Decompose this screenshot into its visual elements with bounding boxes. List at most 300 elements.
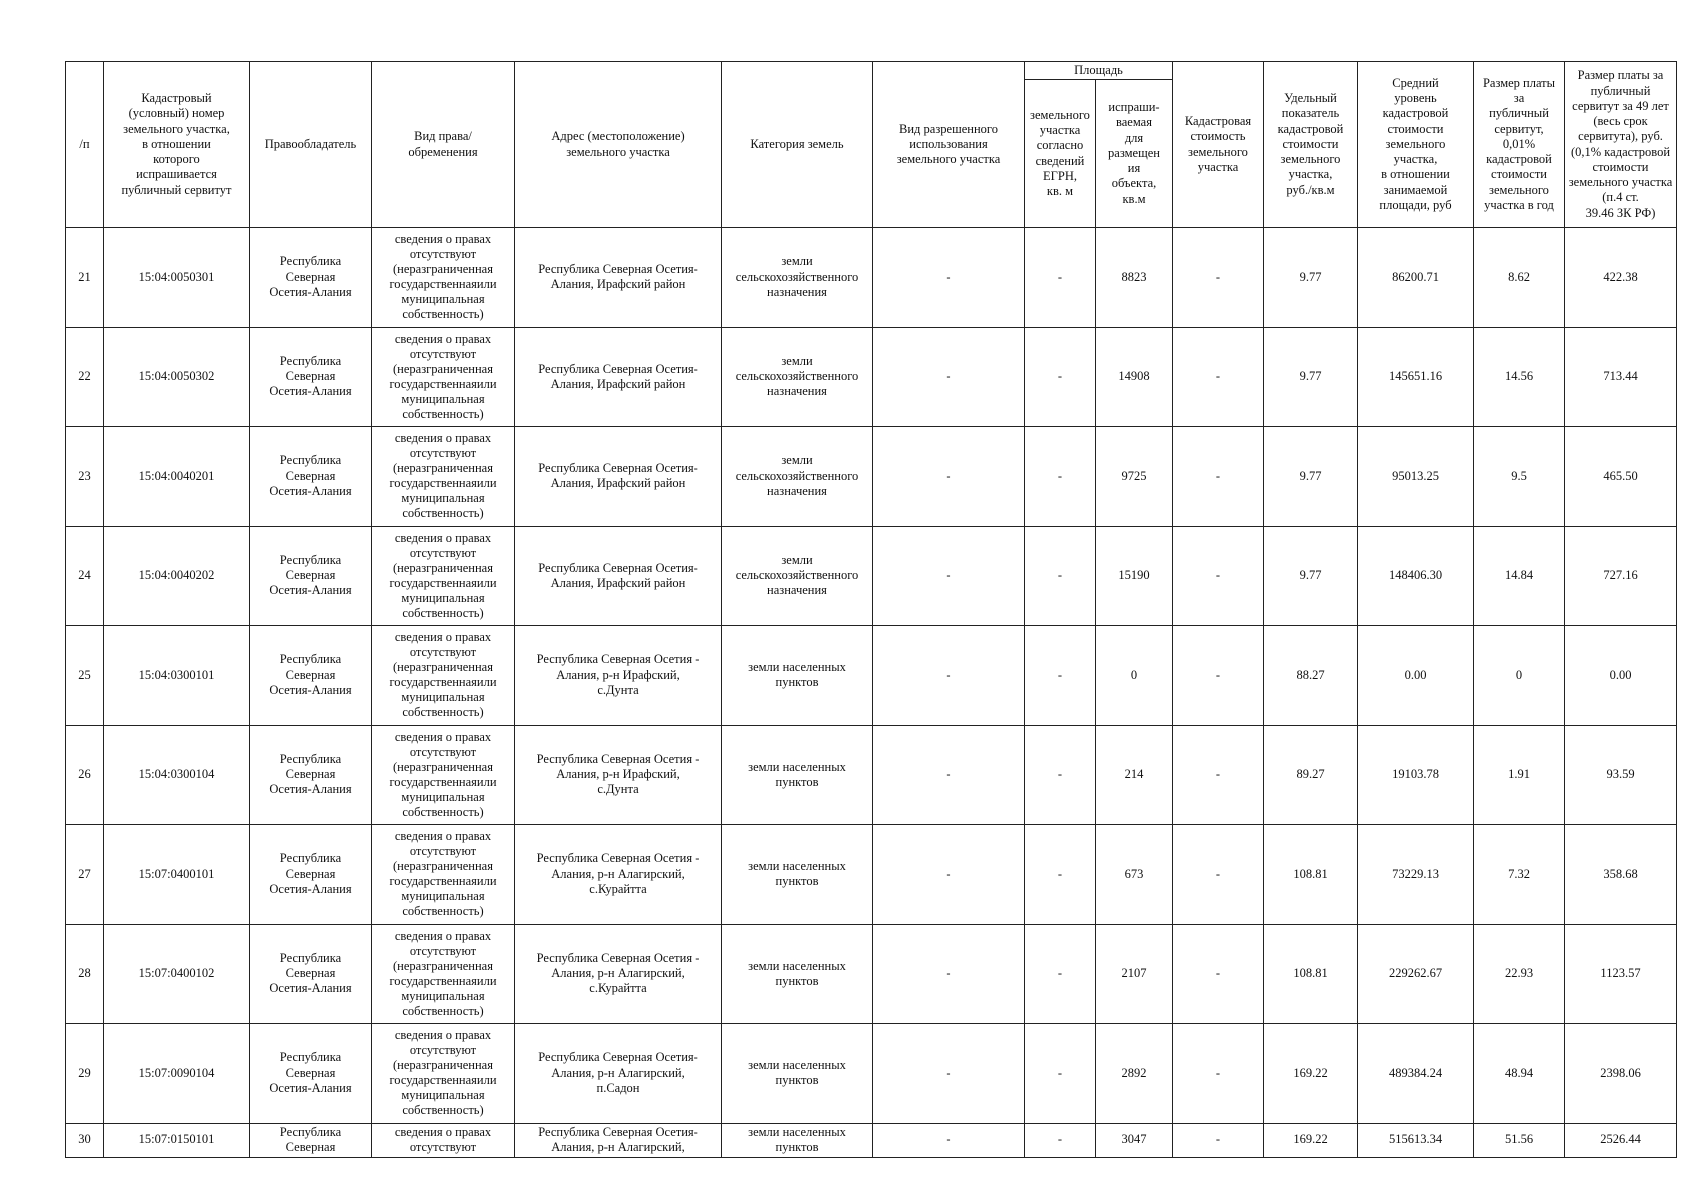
row-number-text: 29 — [78, 1065, 91, 1080]
area-egrn-text: - — [1057, 1065, 1063, 1080]
right-type-cell — [372, 526, 515, 626]
cadastral-value-text: - — [1215, 568, 1221, 583]
cadastral-value-cell — [1173, 1123, 1264, 1157]
fee-49-years-text: 1123.57 — [1600, 966, 1641, 981]
fee-49-years-text: 93.59 — [1606, 767, 1635, 782]
header-specific-index: Удельный показатель кадастровой стоимости земельного участка, руб./кв.м — [1264, 62, 1358, 228]
table-row — [66, 327, 1677, 427]
area-requested-cell — [1096, 924, 1173, 1024]
owner-cell — [250, 526, 372, 626]
fee-49-years-cell — [1565, 526, 1677, 626]
land-category-cell — [722, 427, 873, 527]
row-number-text: 26 — [78, 767, 91, 782]
specific-index-text: 88.27 — [1296, 667, 1325, 682]
cadastral-number-text: 15:07:0150101 — [138, 1132, 215, 1147]
permitted-use-text: - — [946, 1132, 951, 1147]
cadastral-value-cell — [1173, 228, 1264, 328]
area-requested-cell — [1096, 1024, 1173, 1124]
permitted-use-cell — [873, 1024, 1025, 1124]
address-cell — [515, 1024, 722, 1124]
permitted-use-cell — [873, 1123, 1025, 1157]
cadastral-number-cell — [104, 427, 250, 527]
specific-index-text: 9.77 — [1299, 269, 1322, 284]
cadastral-value-text: - — [1215, 966, 1221, 981]
address-cell — [515, 427, 722, 527]
average-level-cell — [1358, 725, 1474, 825]
right-type-text: сведения о правах отсутствуют (неразграниченная государственнаяили муниципальная собственность) — [389, 630, 497, 720]
cadastral-number-cell — [104, 725, 250, 825]
cadastral-value-cell — [1173, 725, 1264, 825]
land-category-cell — [722, 725, 873, 825]
annual-fee-cell — [1474, 526, 1565, 626]
land-category-cell — [722, 228, 873, 328]
cadastral-number-text: 15:04:0300104 — [138, 767, 215, 782]
header-area-egrn: земельного участка согласно сведений ЕГРН, кв. м — [1025, 80, 1096, 228]
cadastral-value-cell — [1173, 924, 1264, 1024]
cadastral-value-text: - — [1215, 667, 1221, 682]
specific-index-cell — [1264, 228, 1358, 328]
row-number-text: 24 — [78, 568, 91, 583]
address-text: Республика Северная Осетия - Алания, р-н Алагирский, с.Курайтта — [536, 950, 700, 996]
owner-text: Республика Северная Осетия-Алания — [269, 652, 352, 697]
owner-cell — [250, 228, 372, 328]
right-type-text: сведения о правах отсутствуют (неразграниченная государственнаяили муниципальная собственность) — [389, 829, 497, 919]
row-number-cell — [66, 228, 104, 328]
area-requested-cell — [1096, 725, 1173, 825]
table-row — [66, 1123, 1677, 1157]
address-cell — [515, 1123, 722, 1157]
owner-cell — [250, 427, 372, 527]
table-row — [66, 725, 1677, 825]
right-type-cell — [372, 427, 515, 527]
average-level-cell — [1358, 825, 1474, 925]
right-type-text: сведения о правах отсутствуют (неразграниченная государственнаяили муниципальная собственность) — [389, 729, 497, 819]
land-category-text: земли населенных пунктов — [748, 859, 846, 889]
area-egrn-cell — [1025, 327, 1096, 427]
area-requested-cell — [1096, 825, 1173, 925]
area-requested-text: 214 — [1124, 767, 1144, 782]
cadastral-value-cell — [1173, 427, 1264, 527]
land-category-text: земли сельскохозяйственного назначения — [735, 552, 859, 598]
cadastral-number-text: 15:07:0400102 — [138, 966, 215, 981]
row-number-text: 30 — [78, 1132, 91, 1147]
cadastral-value-text: - — [1215, 369, 1221, 384]
owner-text: Республика Северная Осетия-Алания — [269, 552, 352, 598]
address-cell — [515, 327, 722, 427]
annual-fee-text: 14.84 — [1504, 568, 1534, 583]
land-category-text: земли населенных пунктов — [748, 759, 846, 789]
specific-index-text: 9.77 — [1299, 568, 1322, 583]
annual-fee-text: 22.93 — [1504, 966, 1534, 981]
fee-49-years-cell — [1565, 626, 1677, 726]
row-number-cell — [66, 725, 104, 825]
cadastral-value-text: - — [1215, 866, 1221, 881]
fee-49-years-text: 2398.06 — [1600, 1065, 1641, 1080]
annual-fee-cell — [1474, 626, 1565, 726]
permitted-use-text: - — [946, 269, 951, 284]
specific-index-cell — [1264, 626, 1358, 726]
permitted-use-text: - — [946, 866, 951, 881]
annual-fee-text: 0 — [1515, 667, 1523, 682]
fee-49-years-text: 2526.44 — [1600, 1132, 1641, 1147]
fee-49-years-cell — [1565, 228, 1677, 328]
area-egrn-cell — [1025, 427, 1096, 527]
permitted-use-text: - — [946, 369, 951, 384]
average-level-cell — [1358, 1123, 1474, 1157]
land-category-cell — [722, 626, 873, 726]
land-category-text: земли сельскохозяйственного назначения — [735, 254, 859, 299]
owner-cell — [250, 626, 372, 726]
area-egrn-text: - — [1057, 667, 1063, 682]
fee-49-years-cell — [1565, 327, 1677, 427]
address-cell — [515, 526, 722, 626]
permitted-use-text: - — [946, 667, 951, 682]
address-cell — [515, 924, 722, 1024]
land-category-cell — [722, 825, 873, 925]
specific-index-cell — [1264, 526, 1358, 626]
annual-fee-cell — [1474, 327, 1565, 427]
address-text: Республика Северная Осетия- Алания, р-н Алагирский, — [538, 1124, 698, 1154]
owner-text: Республика Северная Осетия-Алания — [269, 254, 352, 299]
header-num: /п — [66, 62, 104, 228]
area-requested-text: 3047 — [1121, 1132, 1147, 1147]
area-requested-text: 9725 — [1121, 468, 1147, 483]
address-text: Республика Северная Осетия - Алания, р-н Ирафский, с.Дунта — [536, 751, 700, 797]
area-egrn-cell — [1025, 228, 1096, 328]
area-egrn-text: - — [1057, 369, 1063, 384]
annual-fee-text: 51.56 — [1504, 1132, 1534, 1147]
average-level-cell — [1358, 924, 1474, 1024]
cadastral-number-text: 15:07:0400101 — [138, 866, 215, 881]
right-type-text: сведения о правах отсутствуют (неразграниченная государственнаяили муниципальная собственность) — [389, 331, 497, 421]
cadastral-value-text: - — [1215, 767, 1221, 782]
annual-fee-cell — [1474, 825, 1565, 925]
area-requested-text: 14908 — [1118, 369, 1150, 384]
header-area-group: Площадь — [1025, 62, 1173, 80]
area-requested-cell — [1096, 626, 1173, 726]
average-level-text: 86200.71 — [1392, 269, 1439, 284]
area-requested-cell — [1096, 427, 1173, 527]
header-owner: Правообладатель — [250, 62, 372, 228]
owner-text: Республика Северная Осетия-Алания — [269, 1050, 352, 1095]
average-level-text: 148406.30 — [1388, 568, 1443, 583]
table-row — [66, 825, 1677, 925]
land-category-text: земли населенных пунктов — [748, 1124, 846, 1154]
land-category-text: земли населенных пунктов — [748, 958, 846, 988]
permitted-use-cell — [873, 228, 1025, 328]
right-type-cell — [372, 1123, 515, 1157]
area-requested-text: 673 — [1124, 866, 1144, 881]
area-egrn-text: - — [1057, 966, 1063, 981]
area-egrn-cell — [1025, 725, 1096, 825]
annual-fee-text: 14.56 — [1504, 369, 1534, 384]
permitted-use-cell — [873, 825, 1025, 925]
cadastral-value-text: - — [1215, 1132, 1221, 1147]
cadastral-value-text: - — [1215, 1065, 1221, 1080]
cadastral-number-cell — [104, 626, 250, 726]
right-type-cell — [372, 725, 515, 825]
row-number-cell — [66, 924, 104, 1024]
area-requested-text: 15190 — [1118, 568, 1150, 583]
average-level-text: 515613.34 — [1388, 1132, 1443, 1147]
annual-fee-cell — [1474, 427, 1565, 527]
specific-index-cell — [1264, 825, 1358, 925]
cadastral-value-cell — [1173, 825, 1264, 925]
fee-49-years-cell — [1565, 1024, 1677, 1124]
owner-cell — [250, 825, 372, 925]
header-area-requested: испраши- ваемая для размещен ия объекта, кв.м — [1096, 80, 1173, 228]
average-level-text: 19103.78 — [1392, 767, 1439, 782]
cadastral-value-cell — [1173, 1024, 1264, 1124]
area-requested-text: 2107 — [1121, 966, 1147, 981]
address-text: Республика Северная Осетия- Алания, Ирафский район — [538, 361, 698, 391]
row-number-text: 23 — [78, 468, 91, 483]
address-text: Республика Северная Осетия- Алания, Ирафский район — [538, 461, 698, 491]
owner-text: Республика Северная Осетия-Алания — [269, 950, 352, 996]
cadastral-number-text: 15:04:0300101 — [138, 667, 215, 682]
header-cadastral-number: Кадастровый (условный) номер земельного участка, в отношении которого испрашивается публичный сервитут — [104, 62, 250, 228]
row-number-text: 22 — [78, 369, 91, 384]
row-number-text: 28 — [78, 966, 91, 981]
header-49-year-fee: Размер платы за публичный сервитут за 49 лет (весь срок сервитута), руб. (0,1% кадастровой стоимости земельного участка (п.4 ст. 39.46 ЗК РФ) — [1565, 62, 1677, 228]
cadastral-number-cell — [104, 924, 250, 1024]
cadastral-number-text: 15:07:0090104 — [138, 1065, 215, 1080]
permitted-use-cell — [873, 327, 1025, 427]
table-row — [66, 924, 1677, 1024]
annual-fee-text: 9.5 — [1511, 468, 1527, 483]
cadastral-value-cell — [1173, 327, 1264, 427]
specific-index-cell — [1264, 924, 1358, 1024]
cadastral-value-text: - — [1215, 269, 1221, 284]
address-text: Республика Северная Осетия- Алания, р-н Алагирский, п.Садон — [538, 1050, 698, 1095]
owner-text: Республика Северная Осетия-Алания — [269, 851, 352, 896]
cadastral-number-cell — [104, 228, 250, 328]
specific-index-text: 9.77 — [1299, 468, 1322, 483]
right-type-cell — [372, 228, 515, 328]
area-egrn-cell — [1025, 1024, 1096, 1124]
area-requested-text: 8823 — [1121, 269, 1147, 284]
row-number-cell — [66, 427, 104, 527]
annual-fee-text: 8.62 — [1508, 269, 1530, 284]
right-type-cell — [372, 626, 515, 726]
cadastral-value-cell — [1173, 526, 1264, 626]
header-average-level: Средний уровень кадастровой стоимости земельного участка, в отношении занимаемой площади, руб — [1358, 62, 1474, 228]
annual-fee-text: 7.32 — [1508, 866, 1530, 881]
right-type-text: сведения о правах отсутствуют (неразграниченная государственнаяили муниципальная собственность) — [389, 431, 497, 521]
address-cell — [515, 825, 722, 925]
average-level-text: 95013.25 — [1392, 468, 1439, 483]
land-category-cell — [722, 1024, 873, 1124]
land-category-text: земли населенных пунктов — [748, 1058, 846, 1088]
specific-index-text: 89.27 — [1296, 767, 1325, 782]
right-type-text: сведения о правах отсутствуют (неразграниченная государственнаяили муниципальная собственность) — [389, 928, 497, 1018]
address-text: Республика Северная Осетия- Алания, Ирафский район — [538, 560, 698, 590]
area-egrn-cell — [1025, 1123, 1096, 1157]
specific-index-text: 108.81 — [1293, 966, 1328, 981]
fee-49-years-text: 0.00 — [1609, 667, 1632, 682]
table-row — [66, 1024, 1677, 1124]
fee-49-years-text: 358.68 — [1603, 866, 1638, 881]
address-text: Республика Северная Осетия- Алания, Ирафский район — [538, 262, 698, 292]
table-row — [66, 626, 1677, 726]
permitted-use-text: - — [946, 767, 951, 782]
right-type-cell — [372, 825, 515, 925]
cadastral-number-text: 15:04:0050301 — [138, 269, 215, 284]
annual-fee-cell — [1474, 924, 1565, 1024]
area-egrn-cell — [1025, 825, 1096, 925]
land-category-text: земли сельскохозяйственного назначения — [735, 453, 859, 498]
cadastral-value-cell — [1173, 626, 1264, 726]
fee-49-years-cell — [1565, 427, 1677, 527]
right-type-cell — [372, 924, 515, 1024]
permitted-use-cell — [873, 526, 1025, 626]
row-number-cell — [66, 327, 104, 427]
fee-49-years-text: 727.16 — [1603, 568, 1638, 583]
right-type-text: сведения о правах отсутствуют (неразграниченная государственнаяили муниципальная собственность) — [389, 1028, 497, 1118]
specific-index-text: 9.77 — [1299, 369, 1322, 384]
header-annual-fee: Размер платы за публичный сервитут, 0,01% кадастровой стоимости земельного участка в год — [1474, 62, 1565, 228]
cadastral-number-cell — [104, 1123, 250, 1157]
table-row — [66, 526, 1677, 626]
specific-index-cell — [1264, 427, 1358, 527]
average-level-text: 229262.67 — [1388, 966, 1443, 981]
fee-49-years-cell — [1565, 924, 1677, 1024]
right-type-cell — [372, 327, 515, 427]
address-cell — [515, 626, 722, 726]
permitted-use-cell — [873, 725, 1025, 825]
area-egrn-text: - — [1057, 568, 1063, 583]
fee-49-years-text: 465.50 — [1603, 468, 1638, 483]
land-category-text: земли населенных пунктов — [748, 660, 846, 690]
header-land-category: Категория земель — [722, 62, 873, 228]
specific-index-text: 169.22 — [1293, 1132, 1328, 1147]
permitted-use-cell — [873, 924, 1025, 1024]
cadastral-number-cell — [104, 825, 250, 925]
permitted-use-text: - — [946, 468, 951, 483]
annual-fee-text: 1.91 — [1508, 767, 1530, 782]
area-requested-text: 0 — [1130, 667, 1138, 682]
land-category-cell — [722, 924, 873, 1024]
header-cadastral-value: Кадастровая стоимость земельного участка — [1173, 62, 1264, 228]
cadastral-value-text: - — [1215, 468, 1221, 483]
specific-index-cell — [1264, 1123, 1358, 1157]
area-requested-cell — [1096, 228, 1173, 328]
address-cell — [515, 725, 722, 825]
area-requested-cell — [1096, 1123, 1173, 1157]
area-egrn-text: - — [1057, 866, 1063, 881]
row-number-text: 25 — [78, 667, 91, 682]
table-header — [66, 62, 1677, 228]
header-permitted-use: Вид разрешенного использования земельного участка — [873, 62, 1025, 228]
average-level-text: 145651.16 — [1388, 369, 1443, 384]
row-number-text: 21 — [78, 269, 91, 284]
land-category-cell — [722, 526, 873, 626]
permitted-use-text: - — [946, 1065, 951, 1080]
right-type-text: сведения о правах отсутствуют — [394, 1125, 492, 1154]
permitted-use-cell — [873, 626, 1025, 726]
fee-49-years-cell — [1565, 825, 1677, 925]
row-number-cell — [66, 626, 104, 726]
table-body — [66, 228, 1677, 1158]
owner-text: Республика Северная Осетия-Алания — [269, 751, 352, 797]
area-egrn-cell — [1025, 626, 1096, 726]
address-text: Республика Северная Осетия - Алания, р-н Ирафский, с.Дунта — [536, 652, 700, 697]
permitted-use-text: - — [946, 966, 951, 981]
specific-index-text: 169.22 — [1293, 1065, 1328, 1080]
land-category-cell — [722, 1123, 873, 1157]
specific-index-cell — [1264, 725, 1358, 825]
fee-49-years-cell — [1565, 725, 1677, 825]
row-number-cell — [66, 1123, 104, 1157]
fee-49-years-cell — [1565, 1123, 1677, 1157]
address-text: Республика Северная Осетия - Алания, р-н Алагирский, с.Курайтта — [536, 851, 700, 896]
header-right-type: Вид права/ обременения — [372, 62, 515, 228]
average-level-cell — [1358, 427, 1474, 527]
area-egrn-text: - — [1057, 767, 1063, 782]
owner-text: Республика Северная Осетия-Алания — [269, 353, 352, 399]
fee-49-years-text: 422.38 — [1603, 269, 1638, 284]
owner-text: Республика Северная Осетия-Алания — [269, 453, 352, 498]
annual-fee-text: 48.94 — [1504, 1065, 1534, 1080]
cadastral-number-cell — [104, 1024, 250, 1124]
header-address: Адрес (местоположение) земельного участка — [515, 62, 722, 228]
area-egrn-text: - — [1057, 269, 1063, 284]
permitted-use-text: - — [946, 568, 951, 583]
cadastral-number-cell — [104, 327, 250, 427]
owner-cell — [250, 725, 372, 825]
right-type-cell — [372, 1024, 515, 1124]
annual-fee-cell — [1474, 1024, 1565, 1124]
owner-cell — [250, 924, 372, 1024]
owner-cell — [250, 327, 372, 427]
average-level-text: 0.00 — [1404, 667, 1427, 682]
average-level-text: 73229.13 — [1392, 866, 1439, 881]
right-type-text: сведения о правах отсутствуют (неразграниченная государственнаяили муниципальная собственность) — [389, 232, 497, 322]
average-level-cell — [1358, 327, 1474, 427]
table-row — [66, 228, 1677, 328]
area-requested-text: 2892 — [1121, 1065, 1147, 1080]
specific-index-cell — [1264, 1024, 1358, 1124]
row-number-text: 27 — [78, 866, 91, 881]
fee-49-years-text: 713.44 — [1603, 369, 1638, 384]
average-level-cell — [1358, 626, 1474, 726]
annual-fee-cell — [1474, 725, 1565, 825]
area-egrn-cell — [1025, 526, 1096, 626]
cadastral-number-text: 15:04:0040201 — [138, 468, 215, 483]
permitted-use-cell — [873, 427, 1025, 527]
average-level-cell — [1358, 526, 1474, 626]
owner-cell — [250, 1123, 372, 1157]
owner-text: Республика Северная — [279, 1124, 342, 1154]
specific-index-cell — [1264, 327, 1358, 427]
row-number-cell — [66, 1024, 104, 1124]
cadastral-number-text: 15:04:0040202 — [138, 568, 215, 583]
area-requested-cell — [1096, 327, 1173, 427]
area-egrn-text: - — [1057, 1132, 1063, 1147]
cadastral-number-cell — [104, 526, 250, 626]
average-level-text: 489384.24 — [1388, 1065, 1443, 1080]
land-category-cell — [722, 327, 873, 427]
servitude-table — [65, 61, 1677, 1158]
annual-fee-cell — [1474, 228, 1565, 328]
annual-fee-cell — [1474, 1123, 1565, 1157]
cadastral-number-text: 15:04:0050302 — [138, 369, 215, 384]
average-level-cell — [1358, 1024, 1474, 1124]
address-cell — [515, 228, 722, 328]
land-category-text: земли сельскохозяйственного назначения — [735, 353, 859, 399]
average-level-cell — [1358, 228, 1474, 328]
row-number-cell — [66, 825, 104, 925]
